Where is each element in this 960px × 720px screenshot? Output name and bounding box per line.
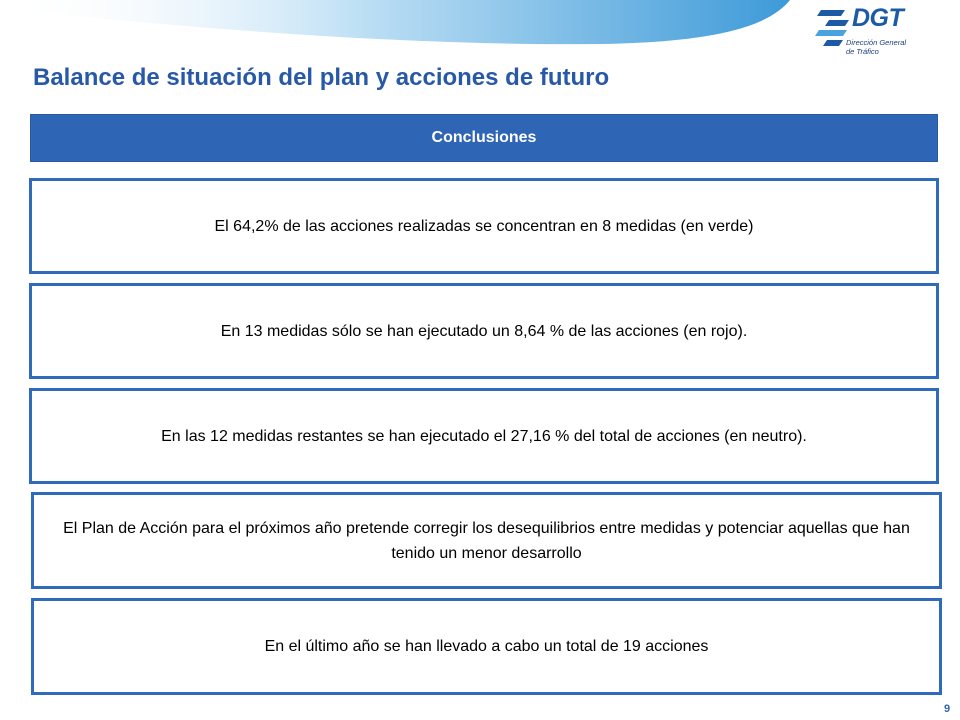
conclusion-card — [29, 388, 939, 484]
conclusion-card — [29, 283, 939, 379]
conclusion-text: El Plan de Acción para el próximos año pretende corregir los desequilibrios entre medidas y potenciar aquellas que han tenido un menor desarrollo — [63, 519, 910, 562]
logo-subtitle-line2: de Tráfico — [846, 47, 879, 56]
conclusion-card — [29, 178, 939, 274]
logo-text: DGT — [852, 4, 904, 32]
conclusion-text: El 64,2% de las acciones realizadas se concentran en 8 medidas (en verde) — [214, 217, 754, 235]
conclusion-text: En las 12 medidas restantes se han ejecutado el 27,16 % del total de acciones (en neutro). — [161, 427, 807, 445]
conclusion-text: En 13 medidas sólo se han ejecutado un 8,64 % de las acciones (en rojo). — [220, 322, 748, 340]
page-number: 9 — [944, 703, 951, 715]
conclusion-card — [31, 492, 942, 589]
conclusion-text: En el último año se han llevado a cabo un total de 19 acciones — [264, 638, 709, 655]
page-title: Balance de situación del plan y acciones de futuro — [33, 64, 610, 91]
logo-subtitle-line1: Dirección General — [846, 38, 907, 47]
conclusions-banner: Conclusiones — [30, 114, 938, 162]
conclusion-card — [31, 598, 942, 695]
logo-subtitle — [846, 38, 906, 56]
